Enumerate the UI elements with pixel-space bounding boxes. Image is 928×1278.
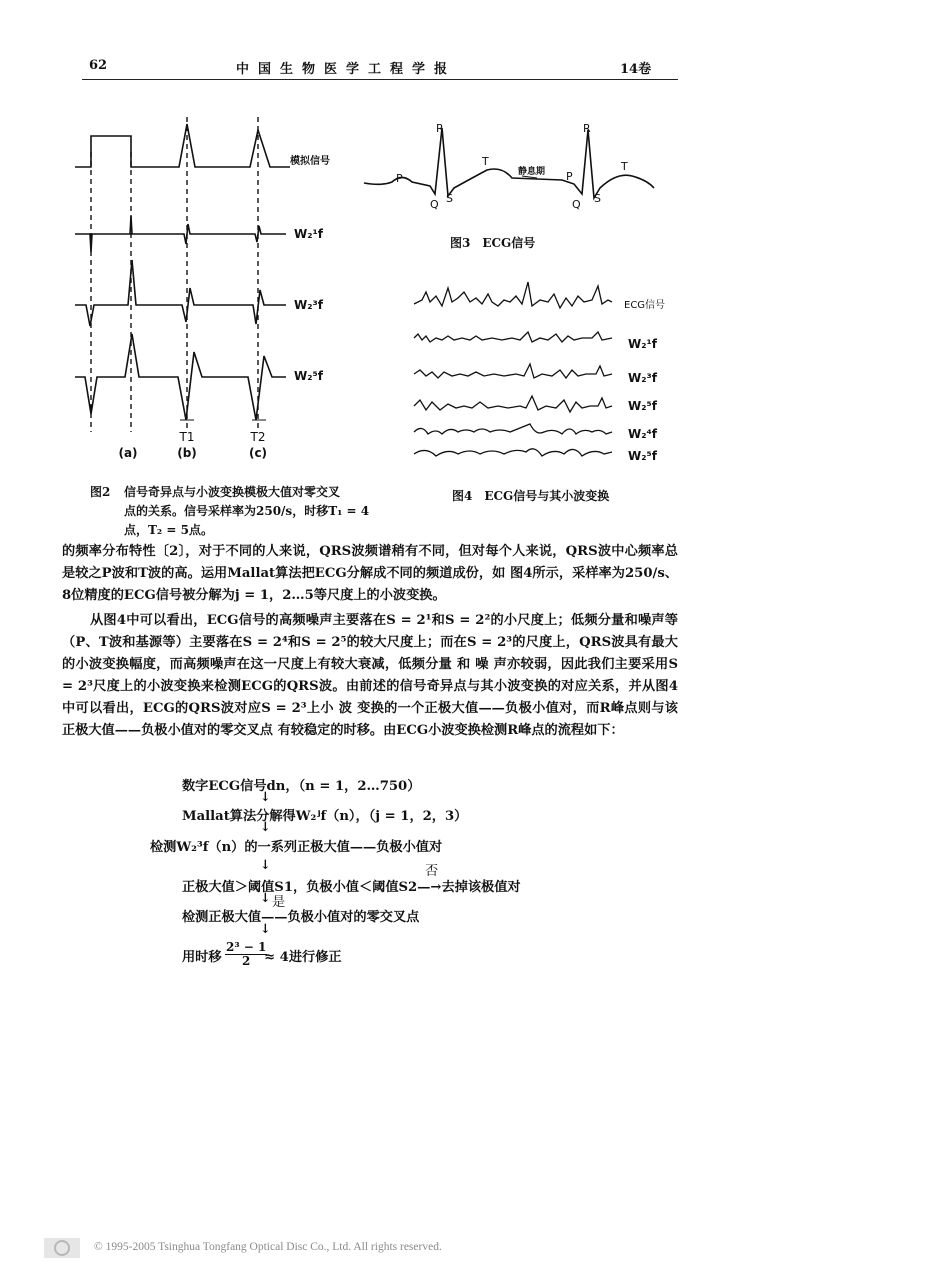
paragraph-2: 从图4中可以看出，ECG信号的高频噪声主要落在S = 2¹和S = 2²的小尺度上；低频分量和噪声等（P、T波和基源等）主要落在S = 2⁴和S = 2⁵的较大尺度上；而在S = 2³的尺度上，QRS波具有最大的小波变换幅度，而高频噪声在这一尺度上有较大衰减，低频分量 和 噪 声亦较弱，因此我们主要采用S = 2³尺度上的小波变换来检测ECG的QRS波。由前述的信号奇异点与其小波变换的对应关系，并从图4中可以看出，ECG的QRS波对应S = 2³上小 波 变换的一个正极大值——负极小值对，而R峰点则与该正极大值——负极小值对的零交叉点 有较稳定的时移。由ECG小波变换检测R峰点的流程如下：: [62, 613, 678, 738]
fig4-row-label: W₂⁴f: [628, 427, 657, 441]
fig3-label-r: R: [583, 122, 591, 135]
fig2-scale-label: W₂¹f: [294, 227, 323, 241]
fig3-rest-label: 静息期: [518, 167, 546, 177]
fig2-signal-label: 模拟信号: [290, 156, 330, 167]
figure2-graphic: [70, 112, 360, 472]
flow-fraction: [225, 941, 267, 968]
fig3-label-p: P: [566, 170, 573, 183]
flow-step-4: [182, 876, 521, 895]
page-number: 62: [89, 58, 108, 73]
flow-step-5: 检测正极大值——负极小值对的零交叉点: [182, 910, 420, 925]
fig2-shift-label: T1: [179, 430, 195, 444]
figure2-caption-num: 图2: [90, 485, 111, 499]
figure4-caption: 图4 ECG信号与其小波变换: [452, 489, 610, 503]
flow-fraction-numerator: 2³ − 1: [226, 940, 267, 954]
flow-yes-label: 是: [272, 895, 286, 910]
copyright-footer: © 1995-2005 Tsinghua Tongfang Optical Disc Co., Ltd. All rights reserved.: [94, 1241, 442, 1253]
fig2-panel-label: (b): [177, 446, 197, 460]
flow-arrow-down-icon: ↓: [260, 858, 271, 873]
fig3-label-s: S: [594, 192, 601, 205]
fig2-panel-label: (c): [248, 446, 268, 460]
paragraph-1: 的频率分布特性〔2〕，对于不同的人来说，QRS波频谱稍有不同，但对每个人来说，QRS波中心频率总是较之P波和T波的高。运用Mallat算法把ECG分解成不同的频道成份，如 图4所示，采样率为250/s、8位精度的ECG信号被分解为j = 1，2…5等尺度上的小波变换。: [62, 544, 678, 603]
figure2-caption-line1: 信号奇异点与小波变换模极大值对零交叉: [124, 485, 341, 499]
fig3-label-q: Q: [430, 198, 439, 211]
flow-fraction-denominator: 2: [242, 954, 251, 968]
figure4-graphic: [412, 272, 672, 472]
fig3-label-s: S: [446, 192, 453, 205]
fig2-shift-label: T2: [250, 430, 266, 444]
publisher-logo-icon: [44, 1236, 80, 1260]
flow-step-2: Mallat算法分解得W₂ʲf（n），（j = 1，2，3）: [182, 809, 468, 824]
fig3-label-t: T: [621, 160, 628, 173]
figure3-caption: 图3 ECG信号: [450, 236, 536, 250]
flow-step-4-reject: 去掉该极值对: [441, 880, 521, 895]
fig3-label-p: P: [396, 172, 403, 185]
journal-title: 中国生物医学工程学报: [236, 62, 457, 77]
flow-step-3: 检测W₂³f（n）的一系列正极大值——负极小值对: [150, 840, 443, 855]
fig2-panel-label: (a): [118, 446, 138, 460]
fig4-row-label: W₂¹f: [628, 337, 657, 351]
header-rule: [82, 79, 678, 80]
flow-arrow-down-icon: ↓: [260, 790, 271, 805]
fig4-row-label: W₂⁵f: [628, 449, 657, 463]
fig4-row-label: W₂⁵f: [628, 399, 657, 413]
flow-step-1: 数字ECG信号dn，（n = 1，2…750）: [182, 779, 421, 794]
flow-step-6-prefix: 用时移: [182, 950, 222, 965]
fig3-label-r: R: [436, 122, 444, 135]
fig4-row-label: W₂³f: [628, 371, 657, 385]
flow-no-label: 否: [425, 864, 439, 879]
volume-label: 14卷: [620, 62, 652, 77]
fig2-scale-label: W₂³f: [294, 298, 323, 312]
flow-arrow-down-icon: ↓: [260, 891, 271, 906]
figure3-graphic: [362, 118, 662, 218]
fig3-label-q: Q: [572, 198, 581, 211]
fig2-scale-label: W₂⁵f: [294, 369, 323, 383]
figure2-caption: [90, 483, 380, 540]
fig4-row-label: ECG信号: [624, 300, 666, 311]
figure2-caption-line2: 点的关系。信号采样率为250/s，时移T₁ = 4点，T₂ = 5点。: [124, 504, 370, 537]
flow-arrow-right-icon: —→: [417, 880, 442, 895]
fig3-label-t: T: [482, 155, 489, 168]
flow-step-6-suffix: ≈ 4进行修正: [264, 950, 342, 965]
flow-step-4-condition: 正极大值＞阈值S1，负极小值＜阈值S2: [182, 880, 418, 895]
flow-arrow-down-icon: ↓: [260, 922, 271, 937]
flow-arrow-down-icon: ↓: [260, 820, 271, 835]
